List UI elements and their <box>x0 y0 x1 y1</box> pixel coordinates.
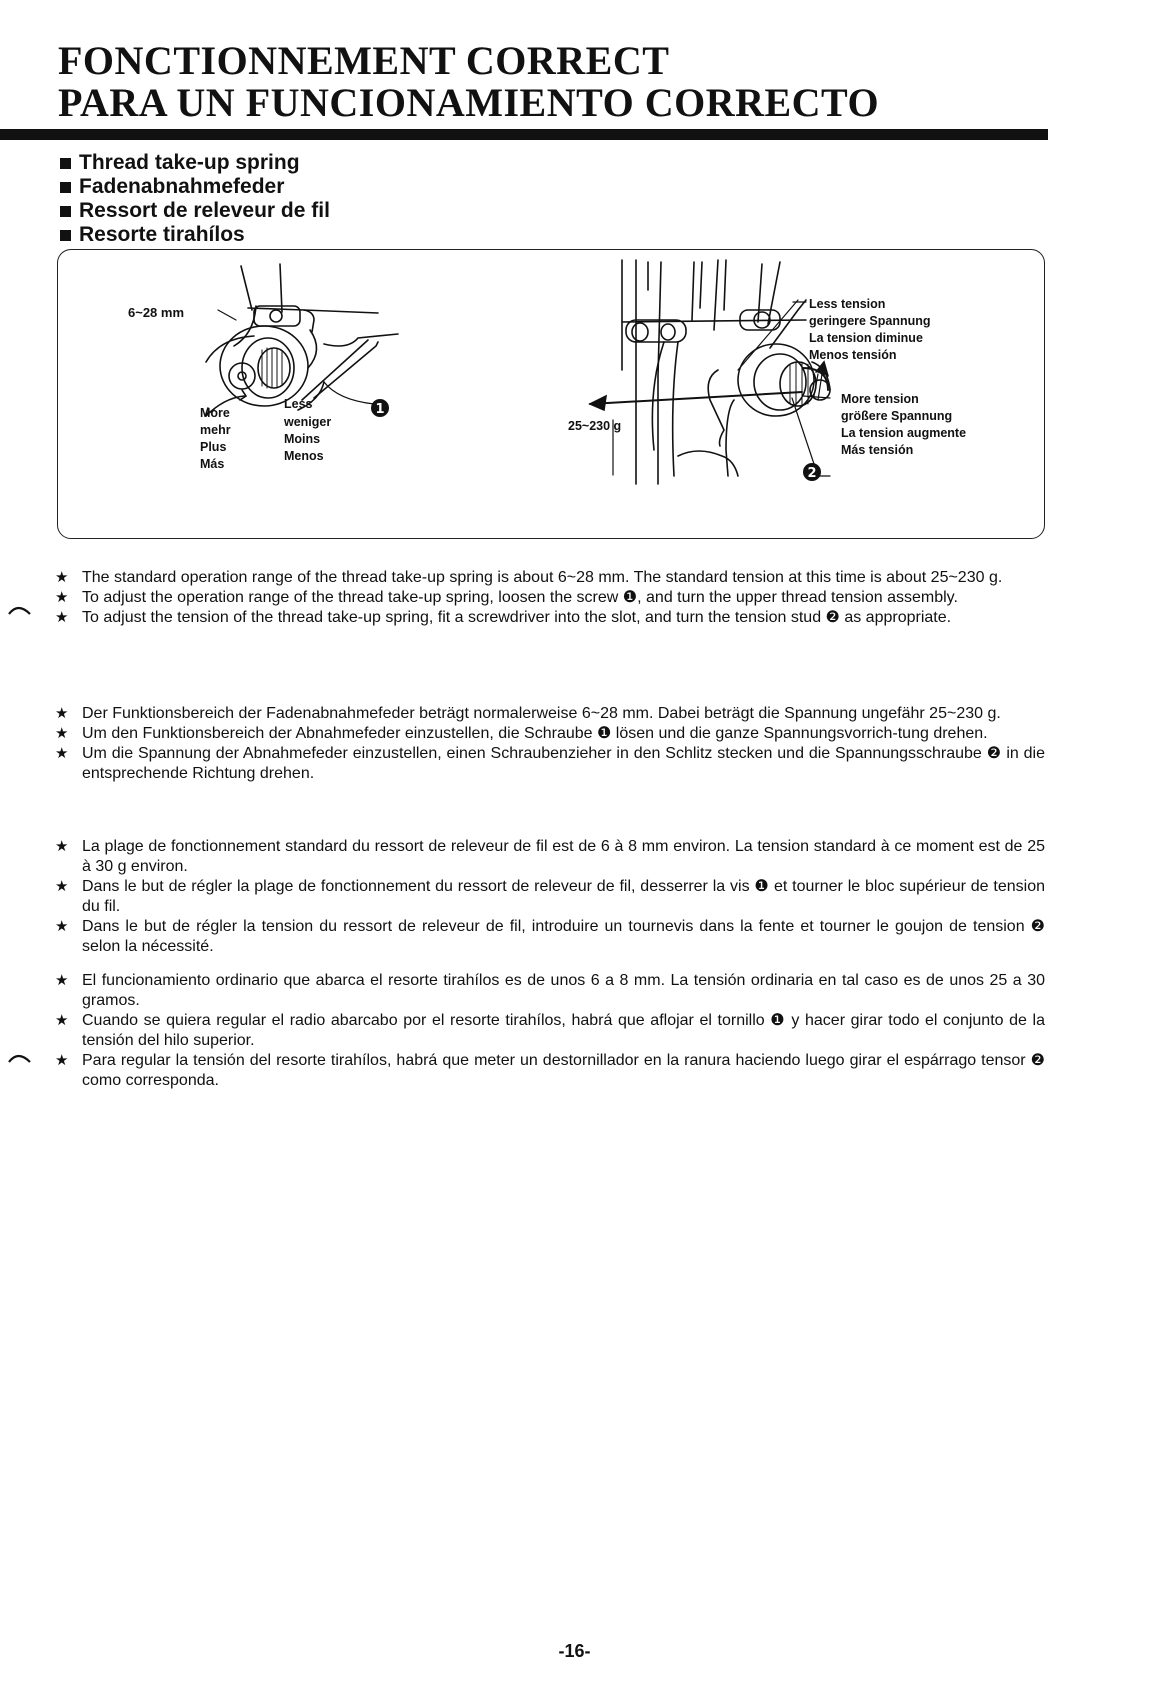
instruction-item: ★ Dans le but de régler la plage de fonctionnement du ressort de releveur de fil, desserrer la vis ❶ et tourner le bloc supérieur de tension du fil. <box>55 877 1045 917</box>
more-tension-es: Más tensión <box>841 443 914 457</box>
instruction-item: ★ Um den Funktionsbereich der Abnahmefeder einzustellen, die Schraube ❶ lösen und die ganze Spannungsvorrich-tung drehen. <box>55 724 1045 744</box>
instruction-item: ★ To adjust the tension of the thread take-up spring, fit a screwdriver into the slot, and turn the tension stud ❷ as appropriate. <box>55 608 1045 628</box>
callout-2-label: 2 <box>807 466 817 481</box>
title-line-2: PARA UN FUNCIONAMIENTO CORRECTO <box>58 80 880 125</box>
instruction-item: ★ Der Funktionsbereich der Fadenabnahmefeder beträgt normalerweise 6~28 mm. Dabei beträgt die Spannung ungefähr 25~230 g. <box>55 704 1045 724</box>
less-tension-es: Menos tensión <box>809 348 897 362</box>
less-tension-en: Less tension <box>809 297 886 311</box>
callout-1-marker <box>371 399 389 417</box>
more-tension-en: More tension <box>841 392 919 406</box>
instruction-item: ★ Para regular la tensión del resorte tirahílos, habrá que meter un destornillador en la ranura haciendo luego girar el espárrago tensor ❷ como corresponda. <box>55 1051 1045 1091</box>
more-label-fr: Plus <box>200 440 227 454</box>
title-rule <box>0 129 1048 140</box>
bullet-square-icon <box>60 182 71 193</box>
callout-2-marker <box>803 463 821 481</box>
margin-mark-icon <box>8 1052 32 1064</box>
instruction-item: ★ To adjust the operation range of the thread take-up spring, loosen the screw ❶, and turn the upper thread tension assembly. <box>55 588 1045 608</box>
instruction-item: ★ La plage de fonctionnement standard du ressort de releveur de fil est de 6 à 8 mm environ. La tension standard à ce moment est de 25 à 30 g environ. <box>55 837 1045 877</box>
right-tension-assembly-drawing <box>622 260 830 484</box>
callout-1-label: 1 <box>375 402 385 417</box>
instruction-item: ★ Um die Spannung der Abnahmefeder einzustellen, einen Schraubenzieher in den Schlitz stecken und die Spannungsschraube ❷ in die entsprechende Richtung drehen. <box>55 744 1045 784</box>
section-title: Fadenabnahmefeder <box>60 175 330 199</box>
title-line-1: FONCTIONNEMENT CORRECT <box>58 38 670 83</box>
less-label-de: weniger <box>284 415 332 429</box>
instructions-english <box>55 568 1045 628</box>
instructions-french <box>55 837 1045 957</box>
instruction-item: ★ Cuando se quiera regular el radio abarcabo por el resorte tirahílos, habrá que aflojar el tornillo ❶ y hacer girar todo el conjunto de la tensión del hilo superior. <box>55 1011 1045 1051</box>
margin-mark-icon <box>8 604 32 616</box>
less-label-es: Menos <box>284 449 324 463</box>
less-label-fr: Moins <box>284 432 321 446</box>
more-tension-de: größere Spannung <box>841 409 953 423</box>
tension-label: 25~230 g <box>568 419 622 433</box>
range-label: 6~28 mm <box>128 305 185 320</box>
section-title: Ressort de releveur de fil <box>60 199 330 223</box>
instruction-item: ★ The standard operation range of the thread take-up spring is about 6~28 mm. The standard tension at this time is about 25~230 g. <box>55 568 1045 588</box>
more-label-en: More <box>200 406 230 420</box>
less-label-en: Less <box>284 397 313 411</box>
illustration-panel <box>57 249 1045 539</box>
section-titles <box>60 151 330 247</box>
less-tension-de: geringere Spannung <box>809 314 931 328</box>
bullet-square-icon <box>60 158 71 169</box>
bullet-square-icon <box>60 230 71 241</box>
more-label-es: Más <box>200 457 225 471</box>
instructions-german <box>55 704 1045 784</box>
less-tension-fr: La tension diminue <box>809 331 923 345</box>
section-title: Resorte tirahílos <box>60 223 330 247</box>
section-title: Thread take-up spring <box>60 151 330 175</box>
bullet-square-icon <box>60 206 71 217</box>
page-number: -16- <box>558 1641 591 1661</box>
instructions-spanish <box>55 971 1045 1091</box>
instruction-item: ★ El funcionamiento ordinario que abarca el resorte tirahílos es de unos 6 a 8 mm. La tensión ordinaria en tal caso es de unos 25 a 30 gramos. <box>55 971 1045 1011</box>
left-tension-assembly-drawing <box>206 264 398 416</box>
more-tension-fr: La tension augmente <box>841 426 967 440</box>
instruction-item: ★ Dans le but de régler la tension du ressort de releveur de fil, introduire un tournevis dans la fente et tourner le goujon de tension ❷ selon la nécessité. <box>55 917 1045 957</box>
page-title <box>58 40 879 124</box>
more-label-de: mehr <box>200 423 231 437</box>
